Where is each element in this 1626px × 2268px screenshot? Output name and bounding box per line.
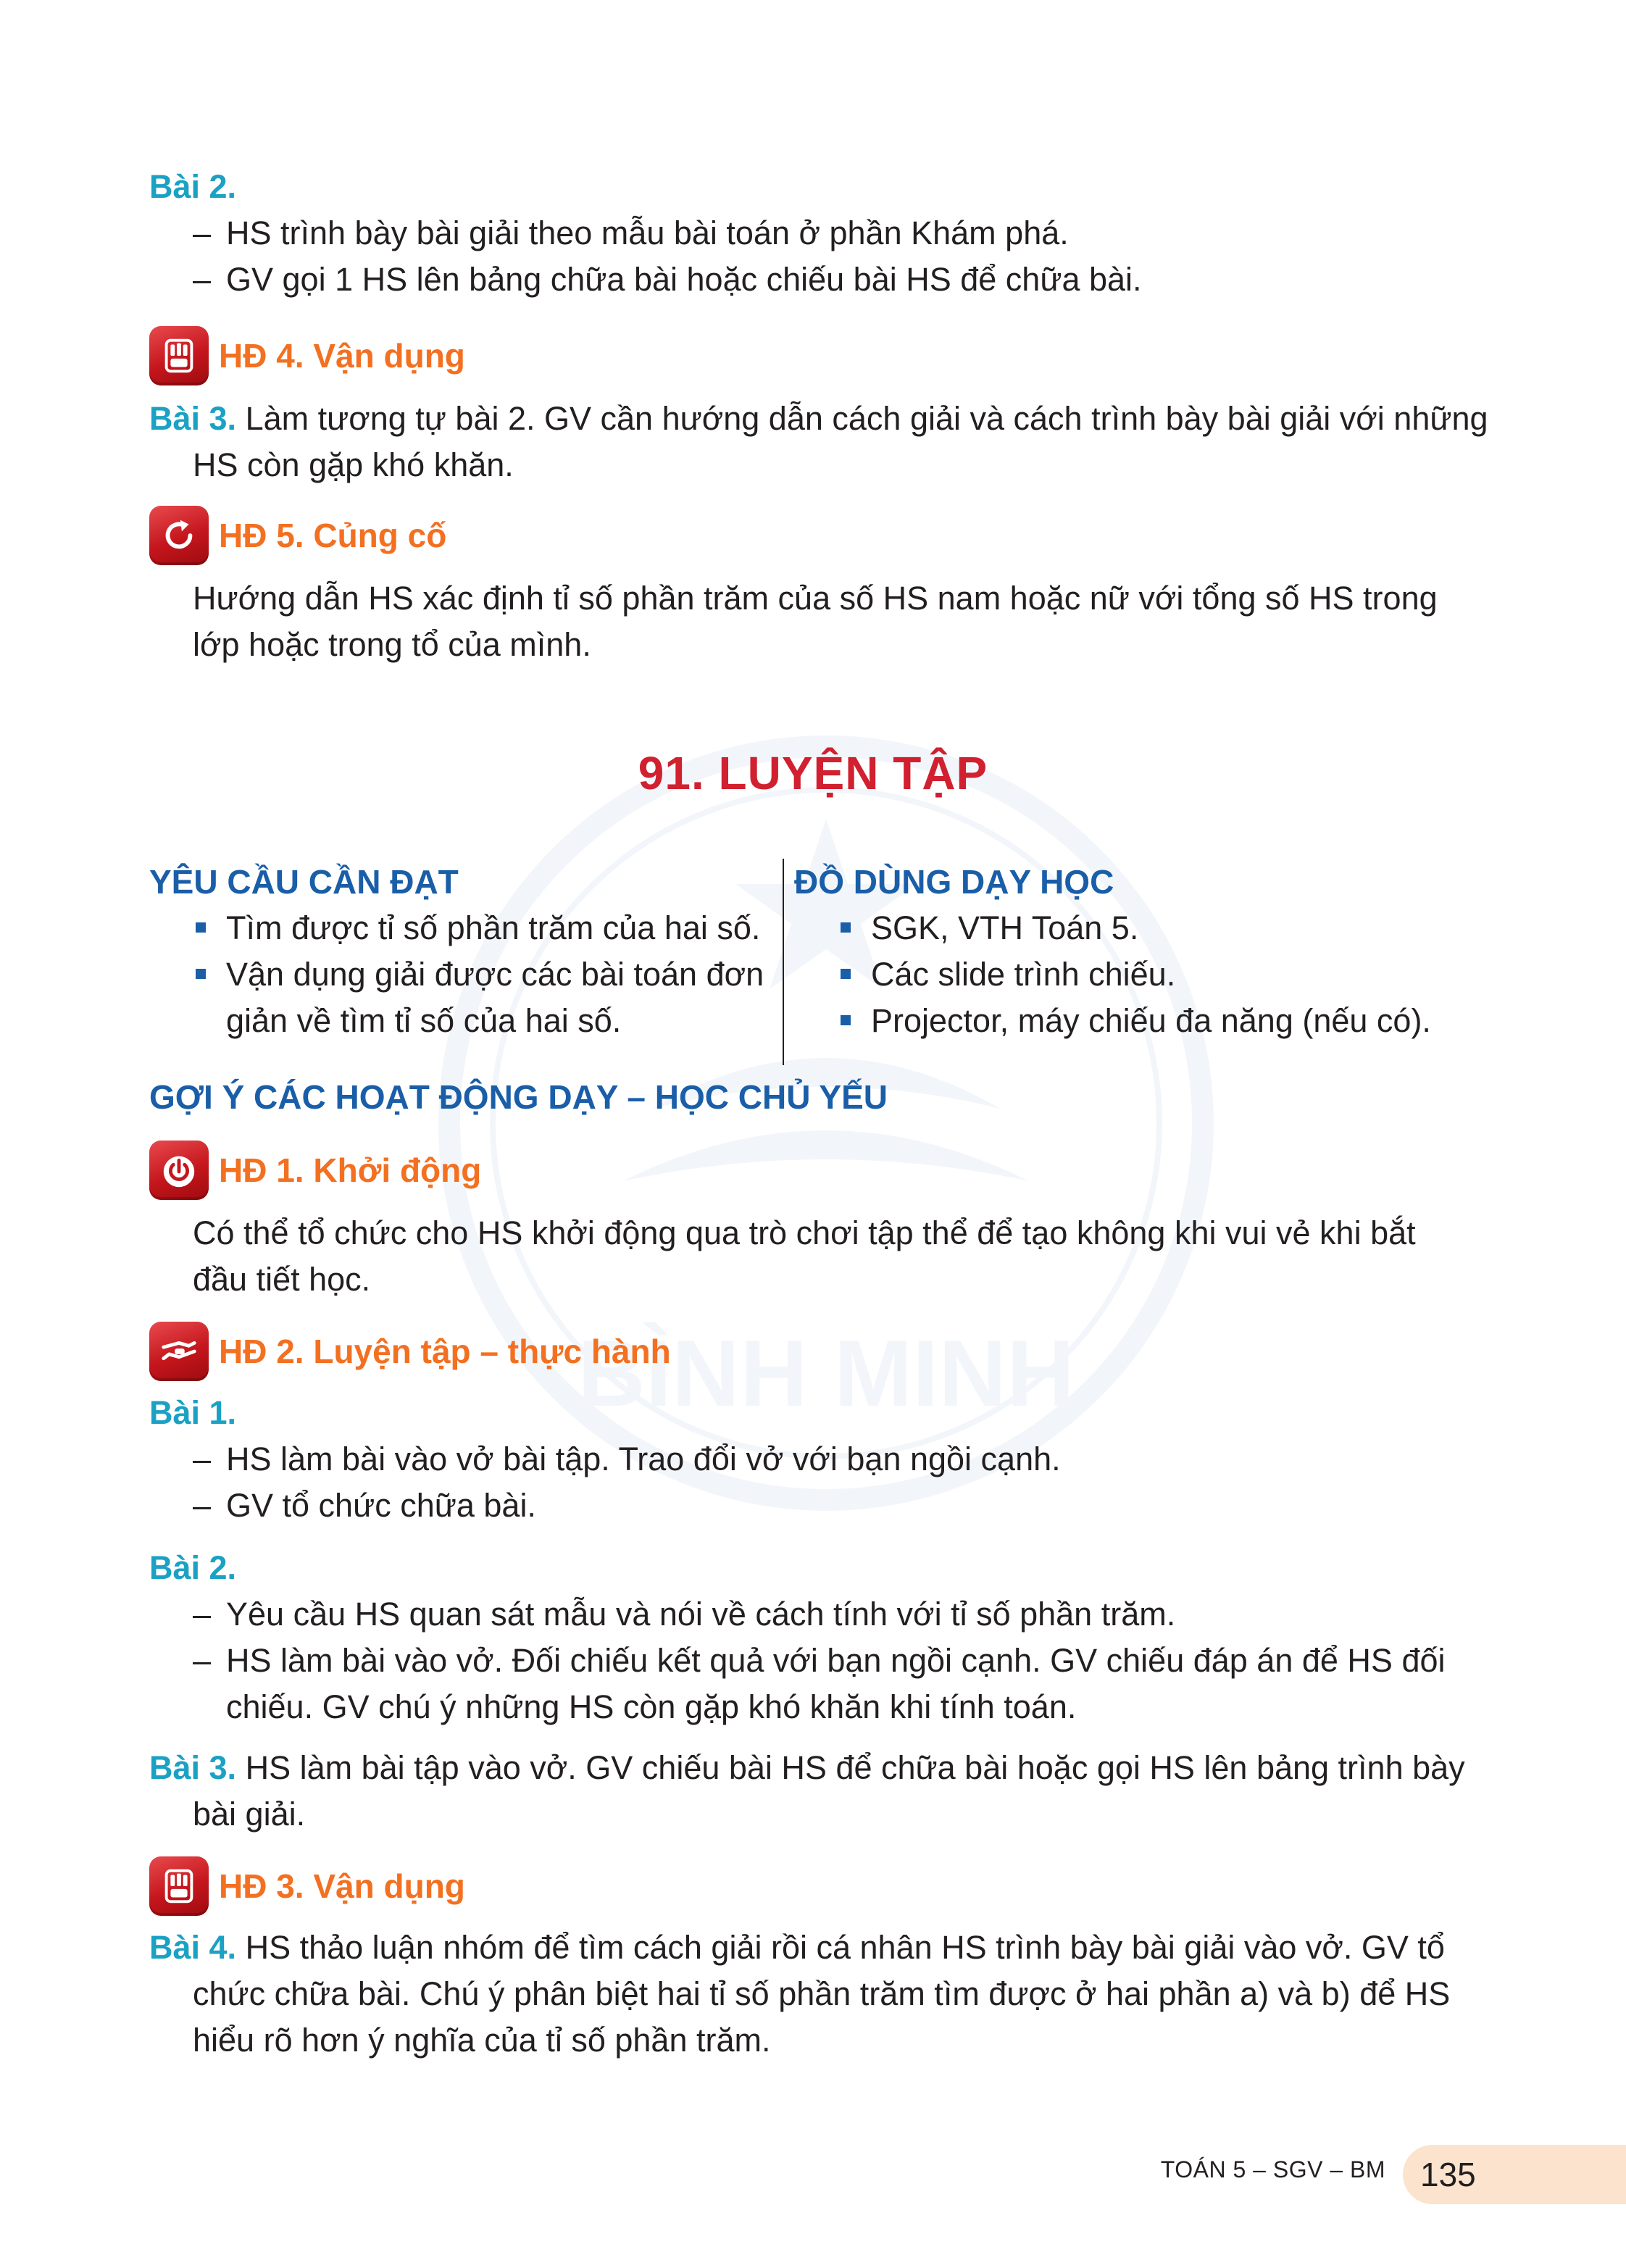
activity-title: HĐ 1. Khởi động — [219, 1151, 482, 1189]
list-item: Tìm được tỉ số phần trăm của hai số. — [149, 905, 780, 951]
list-item: – GV gọi 1 HS lên bảng chữa bài hoặc chiếu bài HS để chữa bài. — [193, 261, 1142, 298]
hands-icon — [149, 1322, 209, 1381]
fist-icon — [149, 1856, 209, 1916]
activity-hd1 — [149, 1139, 481, 1201]
list-item: SGK, VTH Toán 5. — [794, 905, 1490, 951]
paragraph-text: HS thảo luận nhóm để tìm cách giải rồi cá nhân HS trình bày bài giải vào vở. GV tổ — [236, 1929, 1445, 1966]
list-item: Vận dụng giải được các bài toán đơn — [149, 951, 780, 998]
bai-label: Bài 2. — [149, 168, 237, 205]
lesson-bai3 — [149, 1745, 1490, 1838]
power-icon — [149, 1141, 209, 1200]
list-item-continuation: chiếu. GV chú ý những HS còn gặp khó khăn khi tính toán. — [226, 1688, 1077, 1725]
activity-hd2 — [149, 1320, 671, 1383]
bullet-icon — [841, 922, 851, 933]
top-bai2 — [149, 164, 1490, 303]
page-number: 135 — [1420, 2156, 1476, 2193]
list-item: – Yêu cầu HS quan sát mẫu và nói về cách tính với tỉ số phần trăm. — [193, 1596, 1176, 1633]
requirements-heading: YÊU CẦU CẦN ĐẠT — [149, 863, 459, 901]
activity-title: HĐ 2. Luyện tập – thực hành — [219, 1333, 671, 1370]
bullet-icon — [841, 969, 851, 979]
bai-label: Bài 4. — [149, 1929, 237, 1966]
paragraph-text: Có thể tổ chức cho HS khởi động qua trò chơi tập thể để tạo không khi vui vẻ khi bắt — [193, 1214, 1416, 1251]
activity-hd4 — [149, 325, 465, 387]
list-item-continuation: giản về tìm tỉ số của hai số. — [226, 1002, 622, 1039]
paragraph-text: Hướng dẫn HS xác định tỉ số phần trăm của số HS nam hoặc nữ với tổng số HS trong — [193, 580, 1438, 617]
activities-section — [149, 1074, 1490, 1120]
paragraph-text: bài giải. — [193, 1796, 306, 1833]
paragraph-text: hiểu rõ hơn ý nghĩa của tỉ số phần trăm. — [193, 2022, 771, 2059]
bullet-icon — [841, 1015, 851, 1025]
activity-title: HĐ 3. Vận dụng — [219, 1867, 465, 1905]
requirements-column — [149, 859, 780, 1044]
list-item: – HS trình bày bài giải theo mẫu bài toán ở phần Khám phá. — [193, 214, 1069, 251]
lesson-bai1 — [149, 1390, 1490, 1529]
list-item: – HS làm bài vào vở. Đối chiếu kết quả với bạn ngồi cạnh. GV chiếu đáp án để HS đối — [193, 1642, 1446, 1679]
footer-book-label: TOÁN 5 – SGV – BM — [1160, 2156, 1385, 2182]
paragraph-text: chức chữa bài. Chú ý phân biệt hai tỉ số phần trăm tìm được ở hai phần a) và b) để HS — [193, 1975, 1451, 2012]
paragraph-text: lớp hoặc trong tổ của mình. — [193, 626, 591, 663]
bai-label: Bài 1. — [149, 1394, 237, 1431]
activity-hd3 — [149, 1855, 465, 1917]
materials-column — [794, 859, 1490, 1044]
lesson-title: 91. LUYỆN TẬP — [638, 747, 988, 799]
activity-title: HĐ 4. Vận dụng — [219, 337, 465, 375]
watermark-text: BÌNH MINH — [577, 1320, 1075, 1426]
list-item: Các slide trình chiếu. — [794, 951, 1490, 998]
refresh-icon — [149, 506, 209, 565]
bullet-icon — [196, 922, 206, 933]
lesson-bai4 — [149, 1925, 1490, 2064]
activity-title: HĐ 5. Củng cố — [219, 517, 447, 554]
list-item: – HS làm bài vào vở bài tập. Trao đổi vở với bạn ngồi cạnh. — [193, 1441, 1061, 1477]
hd5-text — [149, 575, 1490, 668]
activity-hd5 — [149, 504, 446, 567]
lesson-bai2 — [149, 1545, 1490, 1730]
column-divider — [783, 859, 784, 1065]
activities-heading: GỢI Ý CÁC HOẠT ĐỘNG DẠY – HỌC CHỦ YẾU — [149, 1078, 888, 1116]
paragraph-text: đầu tiết học. — [193, 1261, 371, 1298]
list-item: Projector, máy chiếu đa năng (nếu có). — [794, 998, 1490, 1044]
bullet-icon — [196, 969, 206, 979]
hd1-text — [149, 1210, 1490, 1303]
fist-icon — [149, 326, 209, 385]
list-item: – GV tổ chức chữa bài. — [193, 1487, 536, 1524]
top-bai3 — [149, 396, 1490, 488]
paragraph-text: HS làm bài tập vào vở. GV chiếu bài HS để chữa bài hoặc gọi HS lên bảng trình bày — [236, 1749, 1465, 1786]
paragraph-text: HS còn gặp khó khăn. — [193, 446, 514, 483]
bai-label: Bài 3. — [149, 400, 237, 437]
bai-label: Bài 2. — [149, 1549, 237, 1586]
paragraph-text: Làm tương tự bài 2. GV cần hướng dẫn cách giải và cách trình bày bài giải với những — [236, 400, 1488, 437]
materials-heading: ĐỒ DÙNG DẠY HỌC — [794, 863, 1114, 901]
bai-label: Bài 3. — [149, 1749, 237, 1786]
